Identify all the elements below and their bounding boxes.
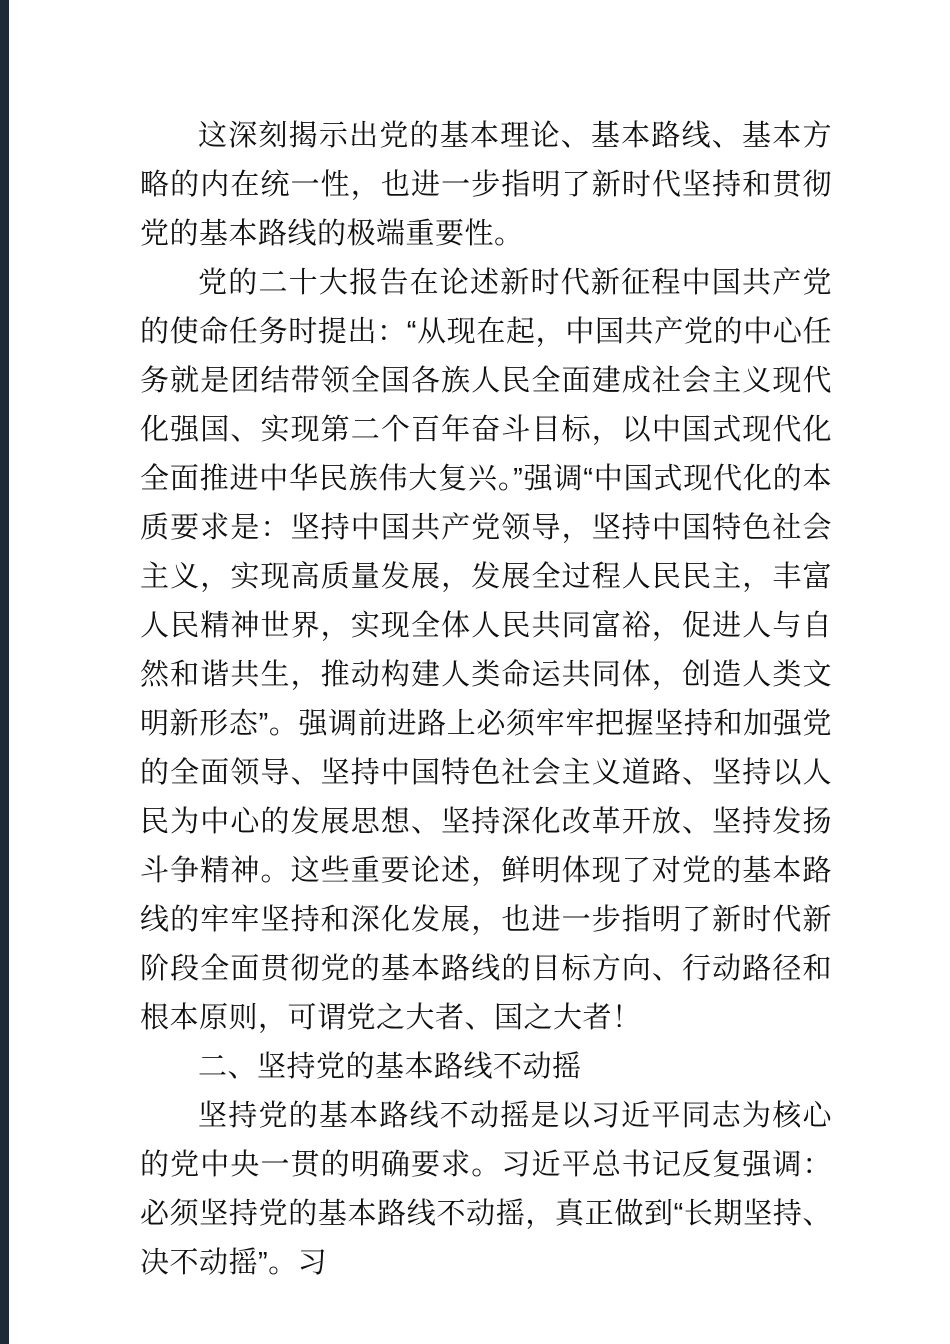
paragraph-report-quote: 党的二十大报告在论述新时代新征程中国共产党的使命任务时提出：“从现在起，中国共产党的中心任务就是团结带领全国各族人民全面建成社会主义现代化强国、实现第二个百年奋斗目标，以中国式现代化全面推进中华民族伟大复兴。”强调“中国式现代化的本质要求是：坚持中国共产党领导，坚持中国特色社会主义，实现高质量发展，发展全过程人民民主，丰富人民精神世界，实现全体人民共同富裕，促进人与自然和谐共生，推动构建人类命运共同体，创造人类文明新形态”。强调前进路上必须牢牢把握坚持和加强党的全面领导、坚持中国特色社会主义道路、坚持以人民为中心的发展思想、坚持深化改革开放、坚持发扬斗争精神。这些重要论述，鲜明体现了对党的基本路线的牢牢坚持和深化发展，也进一步指明了新时代新阶段全面贯彻党的基本路线的目标方向、行动路径和根本原则，可谓党之大者、国之大者！ xyxy=(140,267,832,1034)
paragraph-intro: 这深刻揭示出党的基本理论、基本路线、基本方略的内在统一性，也进一步指明了新时代坚持和贯彻党的基本路线的极端重要性。 xyxy=(140,120,832,250)
page-edge-strip xyxy=(0,0,9,1344)
section-heading: 二、坚持党的基本路线不动摇 xyxy=(198,1051,582,1083)
paragraph-section-body: 坚持党的基本路线不动摇是以习近平同志为核心的党中央一贯的明确要求。习近平总书记反复强调：必须坚持党的基本路线不动摇，真正做到“长期坚持、决不动摇”。习 xyxy=(140,1100,832,1279)
document-body xyxy=(140,112,832,1288)
